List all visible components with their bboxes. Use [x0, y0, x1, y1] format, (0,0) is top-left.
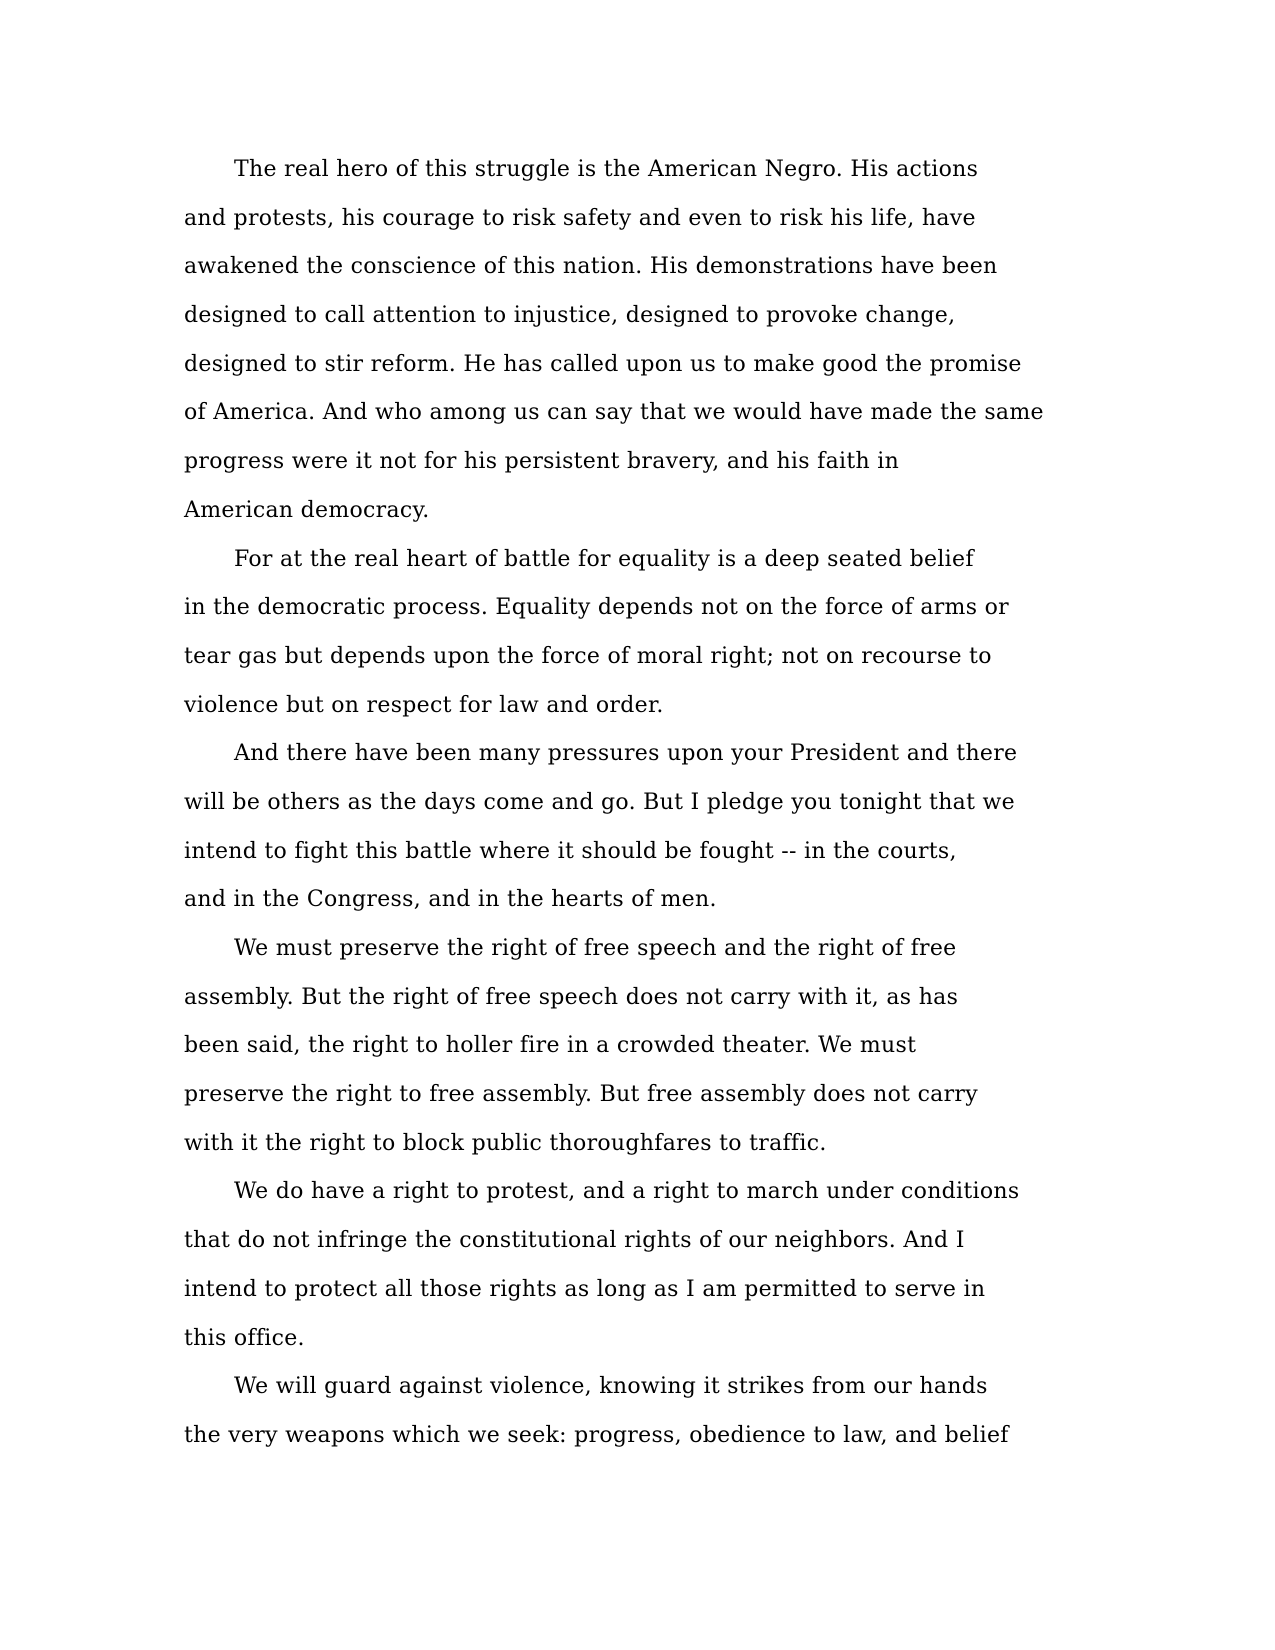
- document-body: [184, 155, 1104, 1470]
- text-line: will be others as the days come and go. But I pledge you tonight that we: [184, 789, 1015, 815]
- text-line: with it the right to block public thoroughfares to traffic.: [184, 1130, 827, 1156]
- paragraph-2: [184, 545, 1104, 740]
- text-line: of America. And who among us can say that we would have made the same: [184, 400, 1044, 426]
- paragraph-4: [184, 934, 1104, 1177]
- text-line: assembly. But the right of free speech does not carry with it, as has: [184, 984, 959, 1010]
- text-line: been said, the right to holler fire in a crowded theater. We must: [184, 1033, 917, 1059]
- text-line: preserve the right to free assembly. But free assembly does not carry: [184, 1082, 978, 1108]
- text-line: We do have a right to protest, and a right to march under conditions: [234, 1179, 1020, 1205]
- text-line: For at the real heart of battle for equality is a deep seated belief: [234, 546, 974, 572]
- paragraph-6: [184, 1372, 1104, 1469]
- text-line: And there have been many pressures upon your President and there: [234, 741, 1018, 767]
- text-line: progress were it not for his persistent bravery, and his faith in: [184, 449, 900, 475]
- text-line: and protests, his courage to risk safety and even to risk his life, have: [184, 205, 976, 231]
- paragraph-1: [184, 155, 1104, 545]
- text-line: and in the Congress, and in the hearts of men.: [184, 887, 717, 913]
- text-line: American democracy.: [184, 497, 430, 523]
- text-line: violence but on respect for law and order.: [184, 692, 664, 718]
- text-line: intend to fight this battle where it should be fought -- in the courts,: [184, 838, 957, 864]
- text-line: that do not infringe the constitutional rights of our neighbors. And I: [184, 1228, 965, 1254]
- text-line: We will guard against violence, knowing it strikes from our hands: [234, 1374, 988, 1400]
- text-line: the very weapons which we seek: progress, obedience to law, and belief: [184, 1422, 1009, 1448]
- text-line: tear gas but depends upon the force of moral right; not on recourse to: [184, 643, 992, 669]
- text-line: designed to stir reform. He has called upon us to make good the promise: [184, 351, 1022, 377]
- paragraph-5: [184, 1177, 1104, 1372]
- text-line: intend to protect all those rights as long as I am permitted to serve in: [184, 1276, 986, 1302]
- text-line: awakened the conscience of this nation. His demonstrations have been: [184, 254, 998, 280]
- text-line: We must preserve the right of free speech and the right of free: [234, 936, 957, 961]
- text-line: this office.: [184, 1325, 305, 1351]
- paragraph-3: [184, 739, 1104, 934]
- text-line: in the democratic process. Equality depends not on the force of arms or: [184, 595, 1009, 621]
- text-line: designed to call attention to injustice, designed to provoke change,: [184, 303, 956, 329]
- text-line: The real hero of this struggle is the American Negro. His actions: [234, 157, 979, 182]
